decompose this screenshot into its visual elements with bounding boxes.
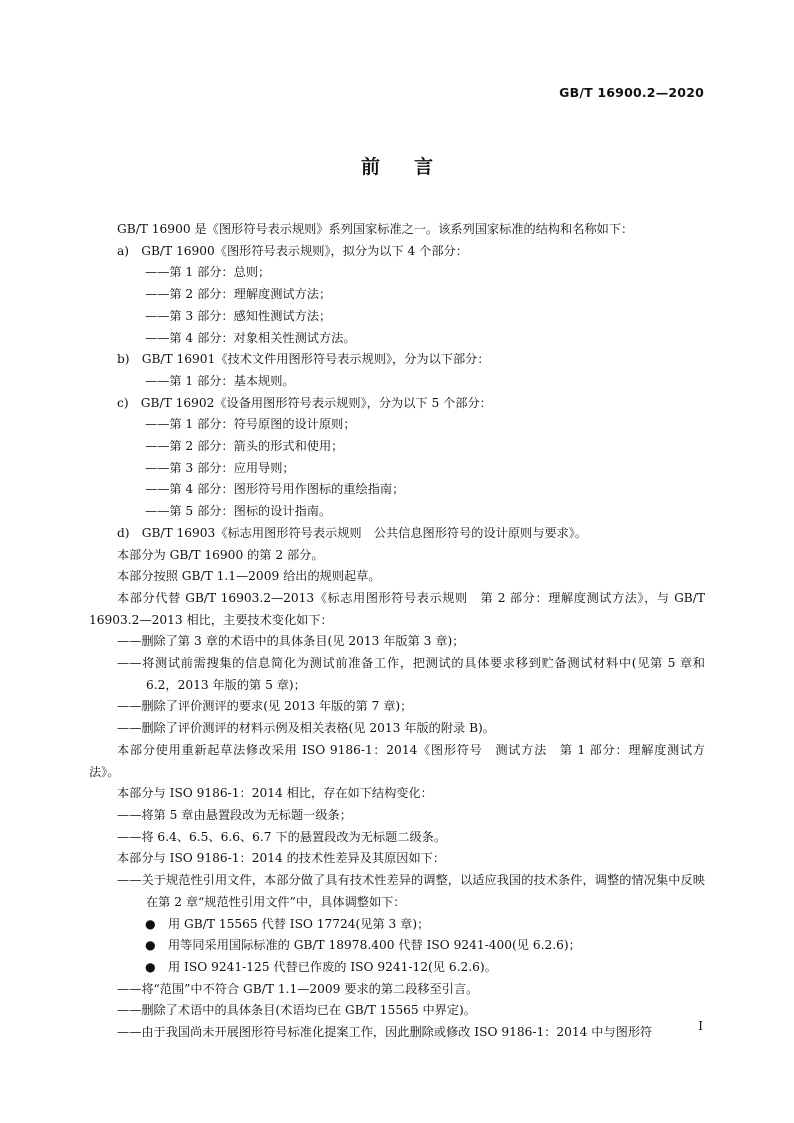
list-item: ——将测试前需搜集的信息简化为测试前准备工作，把测试的具体要求移到贮备测试材料中(见第 5 章和 6.2，2013 年版的第 5 章)； xyxy=(117,656,705,692)
paragraph: 本部分代替 GB/T 16903.2—2013《标志用图形符号表示规则 第 2 部分：理解度测试方法》，与 GB/T 16903.2—2013 相比，主要技术变化如下： xyxy=(89,590,705,627)
list-item: ——将 6.4、6.5、6.6、6.7 下的悬置段改为无标题二级条。 xyxy=(117,829,447,844)
bullet-item xyxy=(89,957,705,979)
list-item: ——将“范围”中不符合 GB/T 1.1—2009 要求的第二段移至引言。 xyxy=(117,981,479,996)
list-item: ——第 3 部分：应用导则； xyxy=(145,460,295,475)
page-title: 前言 xyxy=(360,156,467,178)
list-item: ——将第 5 章由悬置段改为无标题一级条； xyxy=(117,807,352,822)
list-item: ——第 1 部分：总则； xyxy=(145,265,271,280)
list-item: d) GB/T 16903《标志用图形符号表示规则 公共信息图形符号的设计原则与要求》。 xyxy=(117,525,588,540)
list-item: ——第 2 部分：箭头的形式和使用； xyxy=(145,439,344,454)
paragraph: 本部分与 ISO 9186-1：2014 的技术性差异及其原因如下： xyxy=(117,851,446,866)
list-item: ——由于我国尚未开展图形符号标准化提案工作，因此删除或修改 ISO 9186-1：2014 中与图形符 xyxy=(117,1025,653,1040)
list-item: ——关于规范性引用文件，本部分做了具有技术性差异的调整，以适应我国的技术条件，调整的情况集中反映在第 2 章“规范性引用文件”中，具体调整如下： xyxy=(117,873,705,909)
bullet-icon: ● xyxy=(145,916,156,931)
bullet-item xyxy=(89,914,705,936)
list-item: ——删除了评价测评的材料示例及相关表格(见 2013 年版的附录 B)。 xyxy=(117,721,495,736)
paragraph: 本部分按照 GB/T 1.1—2009 给出的规则起草。 xyxy=(117,569,381,584)
list-item: ——第 4 部分：对象相关性测试方法。 xyxy=(145,330,356,345)
list-item: b) GB/T 16901《技术文件用图形符号表示规则》，分为以下部分： xyxy=(117,352,490,367)
foreword-body xyxy=(89,219,705,1044)
page-number: I xyxy=(698,1019,703,1033)
list-item: ——第 5 部分：图标的设计指南。 xyxy=(145,504,332,519)
list-item: ——第 4 部分：图形符号用作图标的重绘指南； xyxy=(145,482,405,497)
list-item: ——第 1 部分：基本规则。 xyxy=(145,373,295,388)
standard-code: GB/T 16900.2—2020 xyxy=(559,85,704,100)
bullet-icon: ● xyxy=(145,959,156,974)
list-item: c) GB/T 16902《设备用图形符号表示规则》，分为以下 5 个部分： xyxy=(117,395,492,410)
bullet-icon: ● xyxy=(145,938,156,953)
paragraph: 本部分与 ISO 9186-1：2014 相比，存在如下结构变化： xyxy=(117,786,433,801)
list-item: ——删除了术语中的具体条目(术语均已在 GB/T 15565 中界定)。 xyxy=(117,1003,476,1018)
list-item: ——删除了第 3 章的术语中的具体条目(见 2013 年版第 3 章)； xyxy=(117,634,465,649)
bullet-text: 用 ISO 9241-125 代替已作废的 ISO 9241-12(见 6.2.6)。 xyxy=(168,959,497,974)
list-item: ——第 3 部分：感知性测试方法； xyxy=(145,308,332,323)
paragraph: 本部分为 GB/T 16900 的第 2 部分。 xyxy=(117,547,324,562)
list-item: ——删除了评价测评的要求(见 2013 年版的第 7 章)； xyxy=(117,699,413,714)
bullet-text: 用 GB/T 15565 代替 ISO 17724(见第 3 章)； xyxy=(168,916,430,931)
list-item: ——第 2 部分：理解度测试方法； xyxy=(145,287,332,302)
paragraph: 本部分使用重新起草法修改采用 ISO 9186-1：2014《图形符号 测试方法 第 1 部分：理解度测试方法》。 xyxy=(89,742,705,779)
bullet-item xyxy=(89,935,705,957)
bullet-text: 用等同采用国际标准的 GB/T 18978.400 代替 ISO 9241-400(见 6.2.6)； xyxy=(168,938,581,953)
list-item: a) GB/T 16900《图形符号表示规则》，拟分为以下 4 个部分： xyxy=(117,243,468,258)
paragraph: GB/T 16900 是《图形符号表示规则》系列国家标准之一。该系列国家标准的结构和名称如下： xyxy=(117,222,634,236)
list-item: ——第 1 部分：符号原图的设计原则； xyxy=(145,417,356,432)
